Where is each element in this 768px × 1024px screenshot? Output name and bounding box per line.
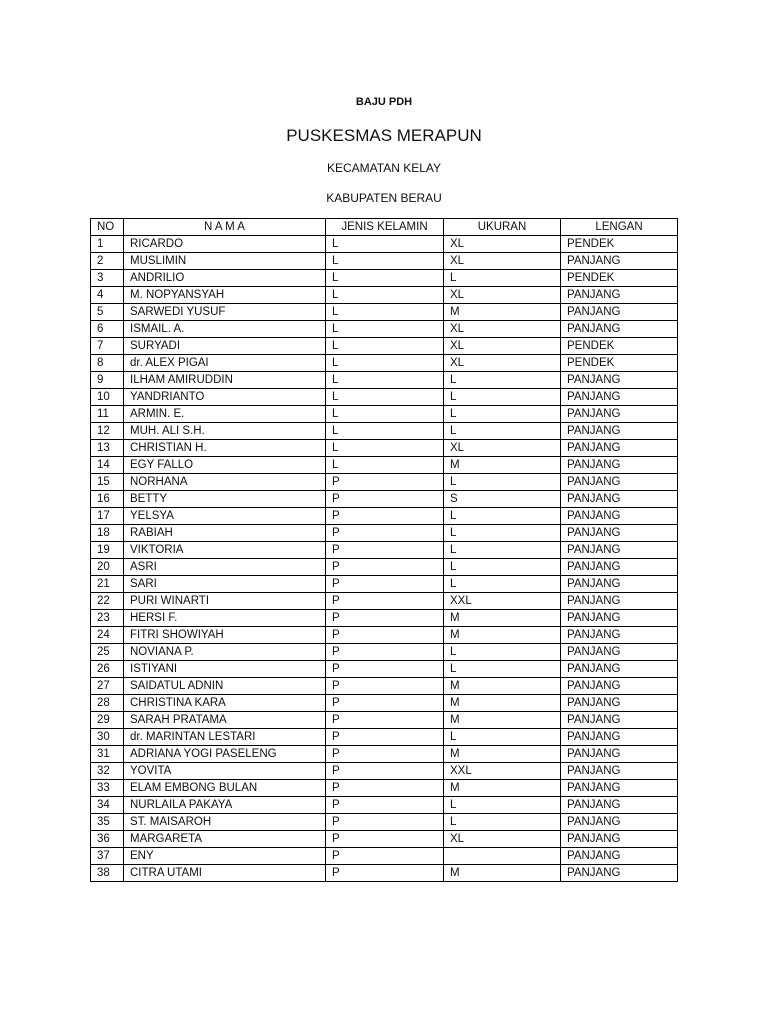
cell-ukuran: XL xyxy=(444,338,561,355)
column-header-lengan: LENGAN xyxy=(561,219,678,236)
cell-ukuran: M xyxy=(444,610,561,627)
table-row xyxy=(91,848,678,865)
cell-jenis-kelamin: P xyxy=(326,865,444,882)
cell-jenis-kelamin: P xyxy=(326,508,444,525)
table-row xyxy=(91,763,678,780)
table-row xyxy=(91,338,678,355)
cell-jenis-kelamin: L xyxy=(326,406,444,423)
cell-no: 29 xyxy=(91,712,124,729)
cell-jenis-kelamin: P xyxy=(326,695,444,712)
cell-lengan: PANJANG xyxy=(561,763,678,780)
cell-nama: ELAM EMBONG BULAN xyxy=(124,780,326,797)
cell-lengan: PANJANG xyxy=(561,848,678,865)
table-row xyxy=(91,746,678,763)
cell-nama: ARMIN. E. xyxy=(124,406,326,423)
cell-no: 3 xyxy=(91,270,124,287)
cell-ukuran: XL xyxy=(444,321,561,338)
table-row xyxy=(91,491,678,508)
table-row xyxy=(91,440,678,457)
cell-ukuran: L xyxy=(444,661,561,678)
table-row xyxy=(91,780,678,797)
column-header-jenis-kelamin: JENIS KELAMIN xyxy=(326,219,444,236)
cell-ukuran: L xyxy=(444,814,561,831)
cell-no: 21 xyxy=(91,576,124,593)
table-row xyxy=(91,865,678,882)
cell-ukuran: M xyxy=(444,712,561,729)
cell-jenis-kelamin: P xyxy=(326,780,444,797)
cell-jenis-kelamin: P xyxy=(326,661,444,678)
cell-ukuran: L xyxy=(444,406,561,423)
table-row xyxy=(91,593,678,610)
cell-jenis-kelamin: P xyxy=(326,576,444,593)
cell-nama: VIKTORIA xyxy=(124,542,326,559)
table-row xyxy=(91,525,678,542)
table-row xyxy=(91,729,678,746)
cell-ukuran: M xyxy=(444,304,561,321)
cell-nama: SURYADI xyxy=(124,338,326,355)
cell-lengan: PANJANG xyxy=(561,457,678,474)
cell-jenis-kelamin: L xyxy=(326,355,444,372)
cell-no: 1 xyxy=(91,236,124,253)
table-row xyxy=(91,712,678,729)
cell-jenis-kelamin: P xyxy=(326,746,444,763)
cell-no: 6 xyxy=(91,321,124,338)
cell-nama: M. NOPYANSYAH xyxy=(124,287,326,304)
cell-nama: CHRISTIAN H. xyxy=(124,440,326,457)
cell-no: 27 xyxy=(91,678,124,695)
cell-nama: ASRI xyxy=(124,559,326,576)
cell-jenis-kelamin: P xyxy=(326,474,444,491)
cell-ukuran: L xyxy=(444,389,561,406)
cell-no: 11 xyxy=(91,406,124,423)
table-row xyxy=(91,610,678,627)
cell-jenis-kelamin: P xyxy=(326,525,444,542)
cell-lengan: PENDEK xyxy=(561,236,678,253)
cell-nama: ISTIYANI xyxy=(124,661,326,678)
cell-ukuran: XXL xyxy=(444,763,561,780)
column-header-ukuran: UKURAN xyxy=(444,219,561,236)
table-row xyxy=(91,372,678,389)
cell-lengan: PANJANG xyxy=(561,814,678,831)
cell-lengan: PANJANG xyxy=(561,865,678,882)
cell-no: 15 xyxy=(91,474,124,491)
cell-lengan: PANJANG xyxy=(561,627,678,644)
table-row xyxy=(91,270,678,287)
cell-nama: RICARDO xyxy=(124,236,326,253)
cell-nama: YANDRIANTO xyxy=(124,389,326,406)
cell-no: 10 xyxy=(91,389,124,406)
cell-lengan: PANJANG xyxy=(561,797,678,814)
cell-jenis-kelamin: P xyxy=(326,848,444,865)
table-row xyxy=(91,627,678,644)
cell-lengan: PANJANG xyxy=(561,508,678,525)
column-header-no: NO xyxy=(91,219,124,236)
cell-jenis-kelamin: P xyxy=(326,644,444,661)
cell-no: 31 xyxy=(91,746,124,763)
table-row xyxy=(91,304,678,321)
cell-lengan: PANJANG xyxy=(561,593,678,610)
table-row xyxy=(91,542,678,559)
cell-jenis-kelamin: P xyxy=(326,712,444,729)
cell-ukuran: M xyxy=(444,627,561,644)
table-row xyxy=(91,355,678,372)
doc-title: PUSKESMAS MERAPUN xyxy=(286,126,482,145)
table-row xyxy=(91,695,678,712)
table-row xyxy=(91,423,678,440)
table-row xyxy=(91,797,678,814)
cell-jenis-kelamin: L xyxy=(326,304,444,321)
cell-ukuran: L xyxy=(444,525,561,542)
cell-ukuran: L xyxy=(444,729,561,746)
cell-nama: ADRIANA YOGI PASELENG xyxy=(124,746,326,763)
table-row xyxy=(91,474,678,491)
cell-lengan: PANJANG xyxy=(561,610,678,627)
table-row xyxy=(91,457,678,474)
cell-ukuran: M xyxy=(444,457,561,474)
cell-ukuran: XL xyxy=(444,236,561,253)
cell-nama: FITRI SHOWIYAH xyxy=(124,627,326,644)
cell-lengan: PANJANG xyxy=(561,712,678,729)
cell-jenis-kelamin: P xyxy=(326,627,444,644)
cell-no: 37 xyxy=(91,848,124,865)
cell-jenis-kelamin: P xyxy=(326,610,444,627)
cell-no: 38 xyxy=(91,865,124,882)
cell-lengan: PANJANG xyxy=(561,440,678,457)
cell-nama: HERSI F. xyxy=(124,610,326,627)
cell-nama: SARAH PRATAMA xyxy=(124,712,326,729)
cell-ukuran: XL xyxy=(444,287,561,304)
cell-ukuran: XL xyxy=(444,831,561,848)
cell-no: 5 xyxy=(91,304,124,321)
cell-jenis-kelamin: L xyxy=(326,372,444,389)
cell-jenis-kelamin: L xyxy=(326,287,444,304)
cell-ukuran: M xyxy=(444,746,561,763)
cell-nama: SAIDATUL ADNIN xyxy=(124,678,326,695)
cell-jenis-kelamin: P xyxy=(326,678,444,695)
cell-ukuran: XL xyxy=(444,440,561,457)
cell-nama: CHRISTINA KARA xyxy=(124,695,326,712)
table-row xyxy=(91,253,678,270)
cell-jenis-kelamin: L xyxy=(326,236,444,253)
cell-no: 33 xyxy=(91,780,124,797)
cell-lengan: PANJANG xyxy=(561,304,678,321)
cell-no: 9 xyxy=(91,372,124,389)
cell-ukuran xyxy=(444,848,561,865)
cell-lengan: PANJANG xyxy=(561,287,678,304)
cell-jenis-kelamin: P xyxy=(326,814,444,831)
cell-no: 18 xyxy=(91,525,124,542)
cell-jenis-kelamin: L xyxy=(326,270,444,287)
cell-jenis-kelamin: P xyxy=(326,797,444,814)
cell-no: 28 xyxy=(91,695,124,712)
cell-nama: SARWEDI YUSUF xyxy=(124,304,326,321)
cell-jenis-kelamin: P xyxy=(326,542,444,559)
cell-nama: SARI xyxy=(124,576,326,593)
cell-nama: PURI WINARTI xyxy=(124,593,326,610)
table-row xyxy=(91,508,678,525)
cell-nama: ENY xyxy=(124,848,326,865)
table-row xyxy=(91,321,678,338)
cell-no: 13 xyxy=(91,440,124,457)
cell-jenis-kelamin: L xyxy=(326,321,444,338)
cell-no: 34 xyxy=(91,797,124,814)
cell-nama: MARGARETA xyxy=(124,831,326,848)
table-row xyxy=(91,406,678,423)
table-row xyxy=(91,236,678,253)
table-row xyxy=(91,576,678,593)
cell-lengan: PANJANG xyxy=(561,542,678,559)
cell-ukuran: L xyxy=(444,270,561,287)
cell-no: 8 xyxy=(91,355,124,372)
cell-lengan: PANJANG xyxy=(561,576,678,593)
cell-jenis-kelamin: P xyxy=(326,831,444,848)
cell-ukuran: L xyxy=(444,542,561,559)
cell-lengan: PENDEK xyxy=(561,338,678,355)
cell-ukuran: M xyxy=(444,678,561,695)
cell-lengan: PANJANG xyxy=(561,780,678,797)
cell-lengan: PANJANG xyxy=(561,695,678,712)
cell-no: 24 xyxy=(91,627,124,644)
cell-ukuran: XL xyxy=(444,253,561,270)
cell-jenis-kelamin: L xyxy=(326,389,444,406)
table-header-row xyxy=(91,219,678,236)
cell-ukuran: XL xyxy=(444,355,561,372)
table-row xyxy=(91,644,678,661)
cell-ukuran: M xyxy=(444,780,561,797)
cell-no: 32 xyxy=(91,763,124,780)
cell-jenis-kelamin: P xyxy=(326,729,444,746)
cell-ukuran: M xyxy=(444,695,561,712)
cell-jenis-kelamin: L xyxy=(326,338,444,355)
cell-no: 20 xyxy=(91,559,124,576)
cell-ukuran: L xyxy=(444,559,561,576)
cell-nama: ANDRILIO xyxy=(124,270,326,287)
table-row xyxy=(91,559,678,576)
cell-nama: CITRA UTAMI xyxy=(124,865,326,882)
cell-nama: NORHANA xyxy=(124,474,326,491)
cell-ukuran: L xyxy=(444,423,561,440)
cell-lengan: PANJANG xyxy=(561,729,678,746)
cell-ukuran: L xyxy=(444,474,561,491)
cell-nama: dr. MARINTAN LESTARI xyxy=(124,729,326,746)
cell-jenis-kelamin: P xyxy=(326,593,444,610)
cell-lengan: PENDEK xyxy=(561,270,678,287)
cell-lengan: PANJANG xyxy=(561,406,678,423)
cell-lengan: PANJANG xyxy=(561,746,678,763)
cell-nama: NOVIANA P. xyxy=(124,644,326,661)
doc-subtitle-kecamatan: KECAMATAN KELAY xyxy=(326,161,442,175)
column-header-nama: N A M A xyxy=(124,219,326,236)
cell-lengan: PANJANG xyxy=(561,423,678,440)
cell-lengan: PENDEK xyxy=(561,355,678,372)
doc-subtitle-baju-pdh: BAJU PDH xyxy=(355,96,413,108)
cell-lengan: PANJANG xyxy=(561,525,678,542)
cell-no: 16 xyxy=(91,491,124,508)
cell-jenis-kelamin: P xyxy=(326,763,444,780)
cell-lengan: PANJANG xyxy=(561,661,678,678)
cell-lengan: PANJANG xyxy=(561,559,678,576)
cell-lengan: PANJANG xyxy=(561,678,678,695)
cell-jenis-kelamin: L xyxy=(326,253,444,270)
cell-ukuran: L xyxy=(444,576,561,593)
cell-no: 17 xyxy=(91,508,124,525)
cell-no: 25 xyxy=(91,644,124,661)
table-row xyxy=(91,831,678,848)
cell-nama: ILHAM AMIRUDDIN xyxy=(124,372,326,389)
cell-ukuran: XXL xyxy=(444,593,561,610)
table-body xyxy=(91,236,678,882)
cell-ukuran: L xyxy=(444,797,561,814)
cell-no: 7 xyxy=(91,338,124,355)
cell-jenis-kelamin: L xyxy=(326,457,444,474)
cell-no: 35 xyxy=(91,814,124,831)
cell-ukuran: S xyxy=(444,491,561,508)
cell-lengan: PANJANG xyxy=(561,831,678,848)
cell-nama: NURLAILA PAKAYA xyxy=(124,797,326,814)
cell-jenis-kelamin: P xyxy=(326,559,444,576)
cell-no: 14 xyxy=(91,457,124,474)
cell-lengan: PANJANG xyxy=(561,253,678,270)
cell-no: 30 xyxy=(91,729,124,746)
table-row xyxy=(91,287,678,304)
cell-ukuran: L xyxy=(444,372,561,389)
cell-no: 19 xyxy=(91,542,124,559)
cell-jenis-kelamin: L xyxy=(326,423,444,440)
cell-lengan: PANJANG xyxy=(561,491,678,508)
cell-nama: EGY FALLO xyxy=(124,457,326,474)
cell-no: 26 xyxy=(91,661,124,678)
cell-lengan: PANJANG xyxy=(561,321,678,338)
cell-jenis-kelamin: P xyxy=(326,491,444,508)
table-row xyxy=(91,661,678,678)
cell-lengan: PANJANG xyxy=(561,644,678,661)
uniform-size-table xyxy=(90,218,678,882)
cell-lengan: PANJANG xyxy=(561,372,678,389)
cell-ukuran: L xyxy=(444,644,561,661)
cell-nama: MUH. ALI S.H. xyxy=(124,423,326,440)
cell-nama: RABIAH xyxy=(124,525,326,542)
cell-no: 36 xyxy=(91,831,124,848)
table-row xyxy=(91,814,678,831)
cell-no: 23 xyxy=(91,610,124,627)
cell-nama: YELSYA xyxy=(124,508,326,525)
table-row xyxy=(91,389,678,406)
cell-no: 4 xyxy=(91,287,124,304)
cell-nama: YOVITA xyxy=(124,763,326,780)
cell-jenis-kelamin: L xyxy=(326,440,444,457)
cell-nama: BETTY xyxy=(124,491,326,508)
cell-no: 12 xyxy=(91,423,124,440)
cell-nama: ST. MAISAROH xyxy=(124,814,326,831)
cell-no: 2 xyxy=(91,253,124,270)
cell-nama: dr. ALEX PIGAI xyxy=(124,355,326,372)
cell-ukuran: M xyxy=(444,865,561,882)
cell-nama: ISMAIL. A. xyxy=(124,321,326,338)
cell-no: 22 xyxy=(91,593,124,610)
cell-ukuran: L xyxy=(444,508,561,525)
table-row xyxy=(91,678,678,695)
cell-lengan: PANJANG xyxy=(561,474,678,491)
doc-subtitle-kabupaten: KABUPATEN BERAU xyxy=(326,191,442,205)
cell-lengan: PANJANG xyxy=(561,389,678,406)
cell-nama: MUSLIMIN xyxy=(124,253,326,270)
